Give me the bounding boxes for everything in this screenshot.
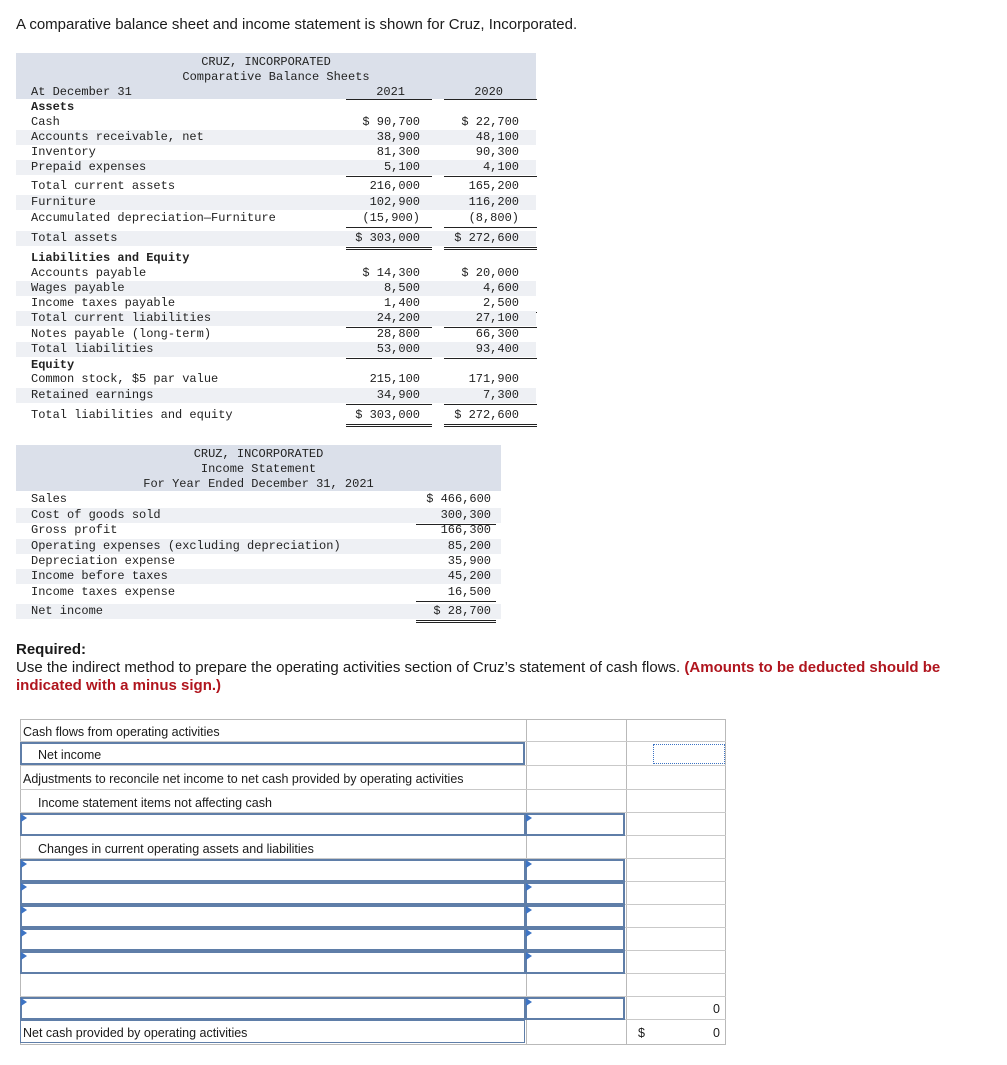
bs-row [16,266,536,281]
bs-row-2021: 8,500 [383,281,420,295]
is-row-label: Sales [31,492,68,506]
bs-row-2021: 216,000 [369,179,420,193]
bs-row [16,231,536,246]
bs-row-label: Accounts payable [31,266,147,280]
total-value: 0 [713,1026,720,1040]
liabilities-heading: Liabilities and Equity [31,251,190,265]
is-header [16,445,501,491]
dropdown-arrow-icon[interactable] [21,929,27,937]
assets-heading: Assets [31,100,75,114]
change-label-input[interactable] [20,905,526,928]
bs-row-label: Total current assets [31,179,176,193]
required-section [16,641,976,695]
cash-flow-worksheet [20,719,726,1045]
is-item-amount-input[interactable] [525,813,625,836]
bs-row-2020: 116,200 [468,195,519,209]
equity-heading: Equity [31,358,75,372]
bs-row-2021: $ 303,000 [355,231,420,245]
is-row-value: 166,300 [440,523,491,537]
bs-row-2020: 4,600 [482,281,519,295]
bs-row [16,130,536,145]
dropdown-arrow-icon[interactable] [21,883,27,891]
bs-row [16,296,536,311]
is-row-value: 16,500 [447,585,491,599]
dropdown-arrow-icon[interactable] [526,952,532,960]
bs-row [16,179,536,194]
bs-row-2020: 165,200 [468,179,519,193]
bs-row-2020: 27,100 [475,311,519,325]
bs-row [16,311,536,326]
required-heading: Required: [16,641,87,658]
bs-row-label: Furniture [31,195,96,209]
bs-row [16,195,536,210]
is-row-label: Net income [31,604,104,618]
is-row [16,569,501,584]
change-amount-input[interactable] [525,928,625,951]
is-row-value: 300,300 [440,508,491,522]
bs-row-2020: 66,300 [475,327,519,341]
dropdown-arrow-icon[interactable] [526,883,532,891]
is-title: Income Statement [200,462,317,476]
bs-row-2021: 5,100 [383,160,420,174]
bs-row-label: Total liabilities and equity [31,408,233,422]
income-statement [16,445,501,625]
bs-row-2020: (8,800) [468,211,519,225]
dropdown-arrow-icon[interactable] [526,906,532,914]
bs-row-2021: 53,000 [376,342,420,356]
bs-row-2020: 171,900 [468,372,519,386]
change-label-input[interactable] [20,859,526,882]
bs-row-2021: 102,900 [369,195,420,209]
is-row-value: 85,200 [447,539,491,553]
is-row-label: Cost of goods sold [31,508,161,522]
bs-row-2021: (15,900) [362,211,420,225]
is-row-value: $ 466,600 [426,492,491,506]
is-row-value: 35,900 [447,554,491,568]
balance-sheet [16,53,536,431]
bs-row-2020: 93,400 [475,342,519,356]
is-row [16,554,501,569]
intro-text: A comparative balance sheet and income statement is shown for Cruz, Incorporated. [16,16,578,33]
is-company-title: CRUZ, INCORPORATED [193,447,324,461]
is-row-label: Income taxes expense [31,585,176,599]
bs-row-label: Income taxes payable [31,296,176,310]
bs-row-2021: 24,200 [376,311,420,325]
bs-title: Comparative Balance Sheets [182,70,370,84]
net-income-value-field[interactable] [653,744,725,764]
bs-row-2020: $ 272,600 [454,408,519,422]
dropdown-arrow-icon[interactable] [526,860,532,868]
bs-row-label: Wages payable [31,281,125,295]
bs-row-2021: 34,900 [376,388,420,402]
bs-row-2020: $ 20,000 [461,266,519,280]
bs-row-2021: 28,800 [376,327,420,341]
bs-row [16,408,536,423]
bs-row-2021: $ 303,000 [355,408,420,422]
bs-row-2021: $ 90,700 [362,115,420,129]
is-row-label: Operating expenses (excluding depreciation) [31,539,341,553]
bs-row [16,327,536,342]
change-amount-input[interactable] [525,859,625,882]
bs-row-2021: 1,400 [383,296,420,310]
bs-row-label: Cash [31,115,60,129]
change-amount-input[interactable] [525,997,625,1020]
bs-row [16,115,536,130]
bs-col-2021: 2021 [376,85,405,99]
bs-row-label: Prepaid expenses [31,160,147,174]
bs-row-label: Total liabilities [31,342,154,356]
is-row-value: 45,200 [447,569,491,583]
dropdown-arrow-icon[interactable] [526,998,532,1006]
bs-col-2020: 2020 [474,85,503,99]
change-amount-input[interactable] [525,905,625,928]
adjustments-label: Adjustments to reconcile net income to net cash provided by operating activities [23,772,464,786]
net-cash-label: Net cash provided by operating activities [23,1026,248,1040]
dropdown-arrow-icon[interactable] [21,860,27,868]
changes-label: Changes in current operating assets and liabilities [38,842,314,856]
bs-row-2020: $ 272,600 [454,231,519,245]
bs-row-2021: 38,900 [376,130,420,144]
cfo-header: Cash flows from operating activities [23,725,220,739]
is-period: For Year Ended December 31, 2021 [143,477,374,491]
change-label-input[interactable] [20,997,526,1020]
is-row-label: Gross profit [31,523,118,537]
change-label-input[interactable] [20,951,526,974]
bs-row [16,388,536,403]
bs-row-label: Accumulated depreciation—Furniture [31,211,276,225]
bs-row-label: Inventory [31,145,96,159]
is-row [16,585,501,600]
bs-row-2020: 2,500 [482,296,519,310]
bs-date-label: At December 31 [31,85,132,99]
dropdown-arrow-icon[interactable] [526,814,532,822]
bs-row-label: Accounts receivable, net [31,130,204,144]
bs-row-2021: 215,100 [369,372,420,386]
subtotal-value: 0 [713,1002,720,1016]
change-amount-input[interactable] [525,882,625,905]
is-row-label: Depreciation expense [31,554,176,568]
bs-row-label: Total current liabilities [31,311,212,325]
bs-row-label: Notes payable (long-term) [31,327,212,341]
bs-row-label: Retained earnings [31,388,154,402]
bs-row-2021: $ 14,300 [362,266,420,280]
change-label-input[interactable] [20,882,526,905]
bs-row-2020: 4,100 [482,160,519,174]
is-item-label-input[interactable] [20,813,526,836]
required-note: (Amounts to be deducted should be indicated with a minus sign.) [16,659,941,694]
is-row-value: $ 28,700 [433,604,491,618]
is-row [16,604,501,619]
bs-row [16,281,536,296]
bs-row-label: Common stock, $5 par value [31,372,219,386]
is-row [16,492,501,507]
change-label-input[interactable] [20,928,526,951]
bs-row [16,160,536,175]
bs-row-2020: 90,300 [475,145,519,159]
bs-row-2020: $ 22,700 [461,115,519,129]
is-row [16,539,501,554]
dropdown-arrow-icon[interactable] [21,998,27,1006]
dropdown-arrow-icon[interactable] [21,814,27,822]
is-items-label: Income statement items not affecting cash [38,796,272,810]
bs-row [16,372,536,387]
bs-row [16,342,536,357]
change-amount-input[interactable] [525,951,625,974]
bs-row-2020: 7,300 [482,388,519,402]
dollar-sign: $ [638,1026,645,1040]
is-row [16,523,501,538]
dropdown-arrow-icon[interactable] [21,906,27,914]
bs-company-title: CRUZ, INCORPORATED [201,55,331,69]
required-text: Use the indirect method to prepare the operating activities section of Cruz’s statement of cash flows. [16,659,685,676]
bs-row-2020: 48,100 [475,130,519,144]
bs-row [16,145,536,160]
balance-sheet-header [16,53,536,99]
is-row-label: Income before taxes [31,569,168,583]
dropdown-arrow-icon[interactable] [526,929,532,937]
bs-row [16,211,536,226]
bs-row-2021: 81,300 [376,145,420,159]
bs-row-label: Total assets [31,231,118,245]
net-income-label: Net income [38,748,102,762]
is-row [16,508,501,523]
dropdown-arrow-icon[interactable] [21,952,27,960]
